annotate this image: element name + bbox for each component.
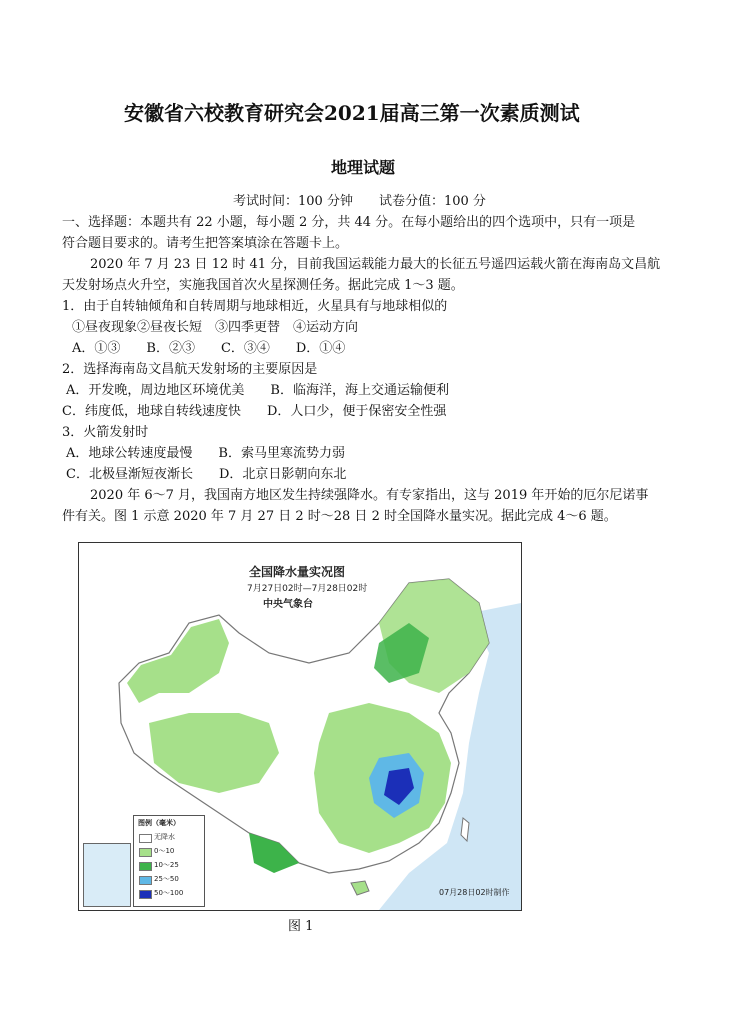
question-1-stem: 1．由于自转轴倾角和自转周期与地球相近，火星具有与地球相似的 — [62, 299, 448, 314]
south-china-sea-inset — [83, 843, 131, 907]
question-2-options-ab: A．开发晚，周边地区环境优美 B．临海洋，海上交通运输便利 — [66, 383, 449, 398]
question-2-options-cd: C．纬度低，地球自转线速度快 D．人口少，便于保密安全性强 — [62, 404, 447, 419]
legend-label-25-50: 25～50 — [154, 875, 179, 883]
legend-swatch-25-50 — [139, 876, 152, 885]
legend-label-50-100: 50～100 — [154, 889, 184, 897]
exam-info: 考试时间：100 分钟 试卷分值：100 分 — [233, 194, 486, 209]
question-1-options: A．①③ B．②③ C．③④ D．①④ — [72, 341, 346, 356]
instructions-line-2: 符合题目要求的。请考生把答案填涂在答题卡上。 — [62, 236, 349, 251]
legend-label-none: 无降水 — [154, 833, 175, 841]
map-source: 中央气象台 — [263, 599, 313, 610]
precipitation-map — [78, 542, 522, 911]
passage2-line-1: 2020 年 6～7 月，我国南方地区发生持续强降水。有专家指出，这与 2019 年开始的厄尔尼诺事 — [90, 488, 649, 503]
question-1-statements: ①昼夜现象②昼夜长短 ③四季更替 ④运动方向 — [72, 320, 359, 335]
legend-label-10-25: 10～25 — [154, 861, 179, 869]
passage2-line-2: 件有关。图 1 示意 2020 年 7 月 27 日 2 时～28 日 2 时全国降水量实况。据此完成 4～6 题。 — [62, 509, 617, 524]
passage1-line-1: 2020 年 7 月 23 日 12 时 41 分，目前我国运载能力最大的长征五号遥四运载火箭在海南岛文昌航 — [90, 257, 661, 272]
legend-title: 图例（毫米） — [138, 819, 180, 827]
question-3-stem: 3．火箭发射时 — [62, 425, 149, 440]
question-3-options-cd: C．北极昼渐短夜渐长 D．北京日影朝向东北 — [66, 467, 347, 482]
legend-swatch-10-25 — [139, 862, 152, 871]
question-2-stem: 2．选择海南岛文昌航天发射场的主要原因是 — [62, 362, 318, 377]
question-3-options-ab: A．地球公转速度最慢 B．索马里寒流势力弱 — [66, 446, 345, 461]
figure-caption: 图 1 — [288, 919, 314, 934]
map-legend — [133, 815, 205, 907]
map-footer-note: 07月28日02时制作 — [439, 888, 510, 897]
legend-swatch-none — [139, 834, 152, 843]
legend-swatch-50-100 — [139, 890, 152, 899]
map-time-range: 7月27日02时—7月28日02时 — [247, 584, 368, 594]
instructions-line-1: 一、选择题：本题共有 22 小题，每小题 2 分，共 44 分。在每小题给出的四个选项中，只有一项是 — [62, 215, 636, 230]
map-title: 全国降水量实况图 — [249, 565, 346, 579]
passage1-line-2: 天发射场点火升空，实施我国首次火星探测任务。据此完成 1～3 题。 — [62, 278, 464, 293]
legend-label-0-10: 0～10 — [154, 847, 175, 855]
paper-subtitle: 地理试题 — [331, 158, 396, 177]
paper-title: 安徽省六校教育研究会2021届高三第一次素质测试 — [124, 101, 580, 125]
legend-swatch-0-10 — [139, 848, 152, 857]
